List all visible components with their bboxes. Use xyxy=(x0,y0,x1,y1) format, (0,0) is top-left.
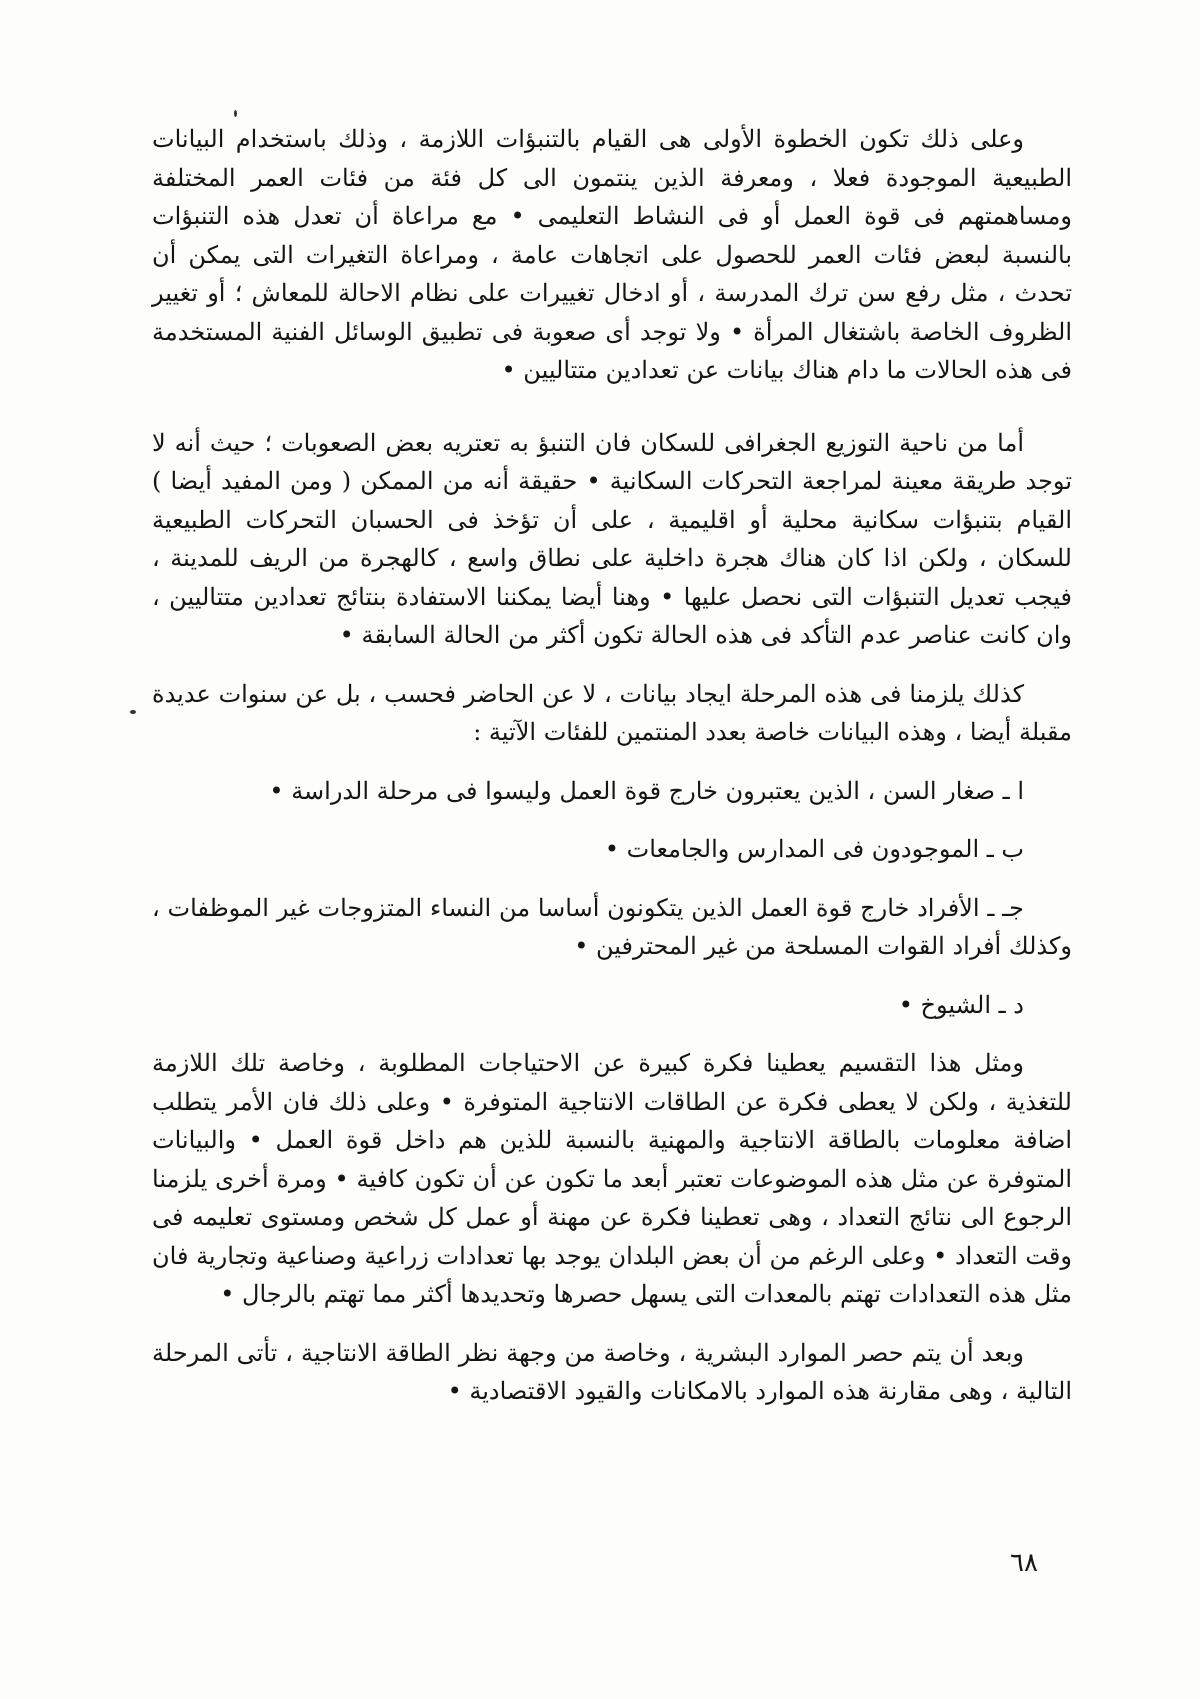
page-number: ٦٨ xyxy=(1010,1548,1038,1578)
paragraph: كذلك يلزمنا فى هذه المرحلة ايجاد بيانات ، لا عن الحاضر فحسب ، بل عن سنوات عديدة مقبلة أيضا ، وهذه البيانات خاصة بعدد المنتمين للفئات الآتية : xyxy=(152,679,1072,746)
list-item: جـ ـ الأفراد خارج قوة العمل الذين يتكونون أساسا من النساء المتزوجات غير الموظفات ، وكذلك أفراد القوات المسلحة من غير المحترفين • xyxy=(152,893,1072,960)
paragraph: وعلى ذلك تكون الخطوة الأولى هى القيام بالتنبؤات اللازمة ، وذلك باستخدام البيانات الطبيعية الموجودة فعلا ، ومعرفة الذين ينتمون الى كل فئة من فئات العمر المختلفة ومساهمتهم فى قوة العمل أو فى النشاط التعليمى • مع مراعاة أن تعدل هذه التنبؤات بالنسبة لبعض فئات العمر للحصول على اتجاهات عامة ، ومراعاة التغيرات التى يمكن أن تحدث ، مثل رفع سن ترك المدرسة ، أو ادخال تغييرات على نظام الاحالة للمعاش ؛ أو تغيير الظروف الخاصة باشتغال المرأة • ولا توجد أى صعوبة فى تطبيق الوسائل الفنية المستخدمة فى هذه الحالات ما دام هناك بيانات عن تعدادين متتاليين • xyxy=(152,125,1073,384)
scan-speck xyxy=(130,710,136,714)
paragraph: وبعد أن يتم حصر الموارد البشرية ، وخاصة من وجهة نظر الطاقة الانتاجية ، تأتى المرحلة التالية ، وهى مقارنة هذه الموارد بالامكانات والقيود الاقتصادية • xyxy=(152,1338,1072,1405)
list-item: ا ـ صغار السن ، الذين يعتبرون خارج قوة العمل وليسوا فى مرحلة الدراسة • xyxy=(269,776,1024,805)
scan-speck xyxy=(234,110,237,117)
body-text xyxy=(152,120,1072,1411)
paragraph: ومثل هذا التقسيم يعطينا فكرة كبيرة عن الاحتياجات المطلوبة ، وخاصة تلك اللازمة للتغذية ، ولكن لا يعطى فكرة عن الطاقات الانتاجية المتوفرة • وعلى ذلك فان الأمر يتطلب اضافة معلومات بالطاقة الانتاجية والمهنية بالنسبة للذين هم داخل قوة العمل • والبيانات المتوفرة عن مثل هذه الموضوعات تعتبر أبعد ما تكون عن أن تكون كافية • ومرة أخرى يلزمنا الرجوع الى نتائج التعداد ، وهى تعطينا فكرة عن مهنة أو عمل كل شخص ومستوى تعليمه فى وقت التعداد • وعلى الرغم من أن بعض البلدان يوجد بها تعدادات زراعية وصناعية وتجارية فان مثل هذه التعدادات تهتم بالمعدات التى يسهل حصرها وتحديدها أكثر مما تهتم بالرجال • xyxy=(152,1049,1072,1308)
list-item: ب ـ الموجودون فى المدارس والجامعات • xyxy=(604,835,1024,863)
paragraph: أما من ناحية التوزيع الجغرافى للسكان فان التنبؤ به تعتريه بعض الصعوبات ؛ حيث أنه لا توجد طريقة معينة لمراجعة التحركات السكانية • حقيقة أنه من الممكن ( ومن المفيد أيضا ) القيام بتنبؤات سكانية محلية أو اقليمية ، على أن تؤخذ فى الحسبان التحركات الطبيعية للسكان ، ولكن اذا كان هناك هجرة داخلية على نطاق واسع ، كالهجرة من الريف للمدينة ، فيجب تعديل التنبؤات التى نحصل عليها • وهنا أيضا يمكننا الاستفادة بنتائج تعدادين متتاليين ، وان كانت عناصر عدم التأكد فى هذه الحالة تكون أكثر من الحالة السابقة • xyxy=(152,428,1072,649)
list-item: د ـ الشيوخ • xyxy=(898,990,1024,1019)
